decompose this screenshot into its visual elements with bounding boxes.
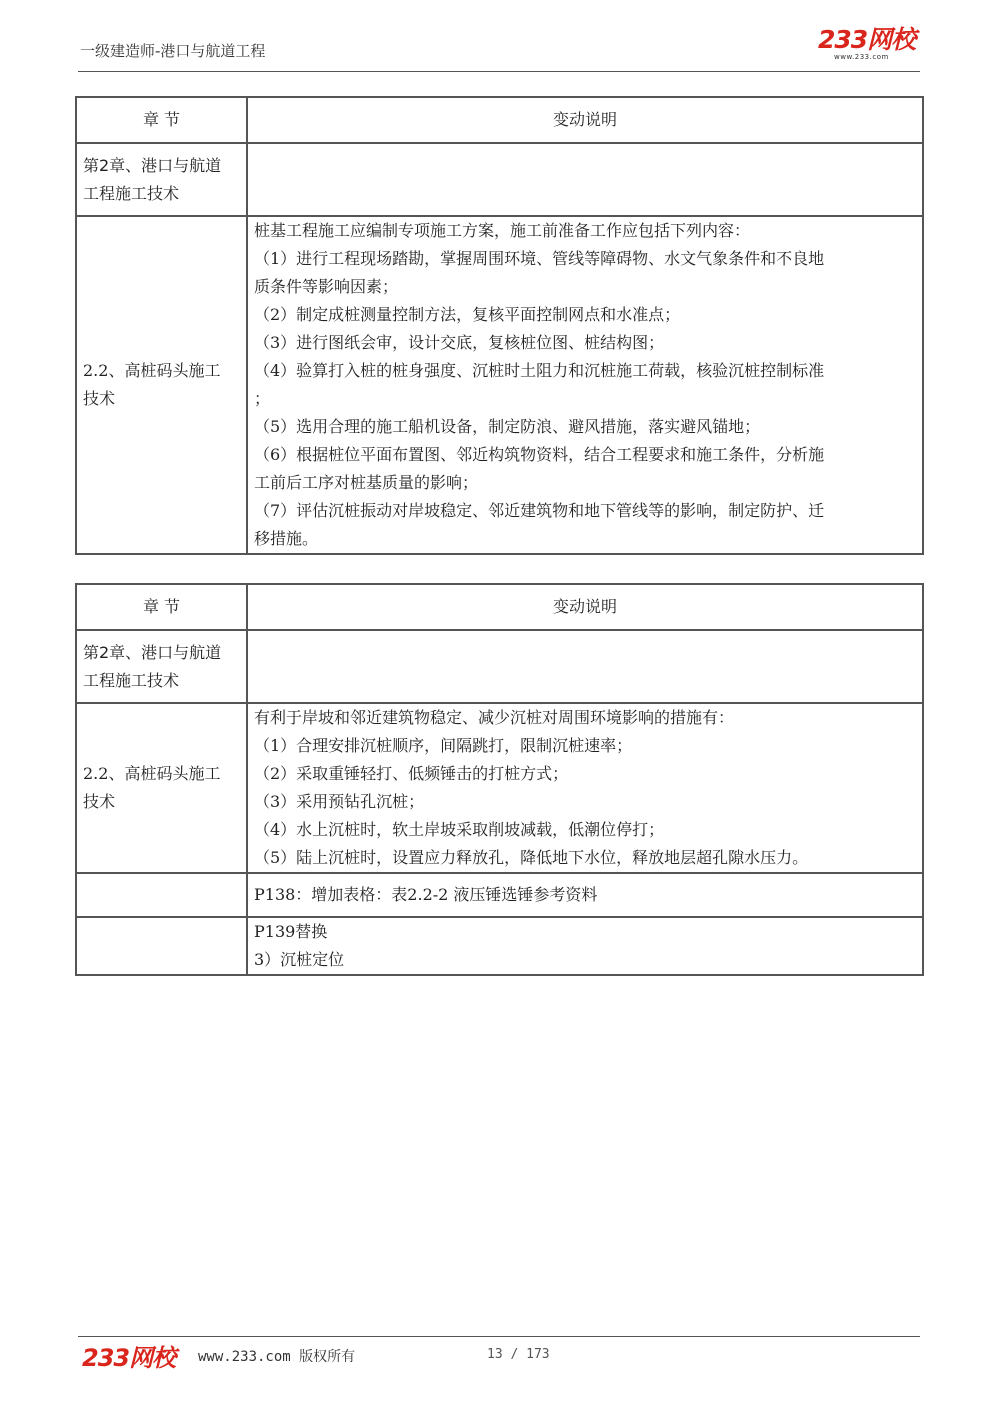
chapter-desc-cell — [247, 143, 923, 216]
page-number: 13 / 173 — [487, 1347, 550, 1362]
desc-line: P138：增加表格：表2.2-2 液压锤选锤参考资料 — [254, 885, 598, 904]
desc-line: 移措施。 — [254, 529, 319, 548]
desc-line: 有利于岸坡和邻近建筑物稳定、减少沉桩对周围环境影响的措施有： — [254, 708, 735, 727]
change-description-cell — [247, 703, 923, 873]
section-line: 2.2、高桩码头施工 — [83, 764, 221, 783]
chapter-row — [76, 630, 923, 703]
section-cell — [76, 703, 247, 873]
change-description-cell — [247, 216, 923, 554]
desc-line: （1）进行工程现场踏勘，掌握周围环境、管线等障碍物、水文气象条件和不良地 — [254, 249, 825, 268]
section-row — [76, 216, 923, 554]
desc-line: 桩基工程施工应编制专项施工方案，施工前准备工作应包括下列内容： — [254, 221, 751, 240]
chapter-row — [76, 143, 923, 216]
desc-line: 质条件等影响因素； — [254, 277, 399, 296]
footer-divider — [78, 1336, 920, 1337]
col-header-change: 变动说明 — [247, 97, 923, 143]
desc-line: （5）陆上沉桩时，设置应力释放孔，降低地下水位，释放地层超孔隙水压力。 — [254, 848, 809, 867]
chapter-desc-cell — [247, 630, 923, 703]
table-header-row — [76, 97, 923, 143]
chapter-line: 第2章、港口与航道 — [83, 642, 222, 662]
footer-copyright: www.233.com 版权所有 — [198, 1349, 356, 1365]
chapter-cell — [76, 630, 247, 703]
section-line: 2.2、高桩码头施工 — [83, 361, 221, 380]
desc-line: （4）验算打入桩的桩身强度、沉桩时土阻力和沉桩施工荷载，核验沉桩控制标准 — [254, 361, 825, 380]
desc-line: （3）采用预钻孔沉桩； — [254, 792, 425, 811]
desc-line: （7）评估沉桩振动对岸坡稳定、邻近建筑物和地下管线等的影响，制定防护、迁 — [254, 501, 825, 520]
extra-row — [76, 873, 923, 917]
desc-line: P139替换 — [254, 922, 328, 941]
chapter-line: 第2章、港口与航道 — [83, 155, 222, 175]
footer-logo: 233网校 — [82, 1344, 176, 1372]
header-divider — [78, 71, 920, 72]
col-header-chapter: 章 节 — [76, 584, 247, 630]
desc-line: 工前后工序对桩基质量的影响； — [254, 473, 479, 492]
logo-url: www.233.com — [834, 53, 889, 61]
empty-section-cell — [76, 873, 247, 917]
change-description-cell — [247, 917, 923, 975]
col-header-change: 变动说明 — [247, 584, 923, 630]
col-header-chapter: 章 节 — [76, 97, 247, 143]
desc-line: （4）水上沉桩时，软土岸坡采取削坡减载，低潮位停打； — [254, 820, 665, 839]
chapter-cell — [76, 143, 247, 216]
desc-line: （2）制定成桩测量控制方法，复核平面控制网点和水准点； — [254, 305, 681, 324]
header-title: 一级建造师-港口与航道工程 — [80, 42, 266, 60]
change-table-2 — [75, 583, 924, 976]
section-line: 技术 — [83, 389, 116, 408]
desc-line: （6）根据桩位平面布置图、邻近构筑物资料，结合工程要求和施工条件，分析施 — [254, 445, 825, 464]
section-cell — [76, 216, 247, 554]
brand-logo — [818, 26, 918, 62]
logo-text: 233网校 — [818, 25, 916, 54]
chapter-line: 工程施工技术 — [83, 183, 180, 203]
table-header-row — [76, 584, 923, 630]
chapter-line: 工程施工技术 — [83, 670, 180, 690]
desc-line: 3）沉桩定位 — [254, 950, 345, 969]
extra-row — [76, 917, 923, 975]
empty-section-cell — [76, 917, 247, 975]
desc-line: （3）进行图纸会审，设计交底，复核桩位图、桩结构图； — [254, 333, 665, 352]
desc-line: （5）选用合理的施工船机设备，制定防浪、避风措施，落实避风锚地； — [254, 417, 761, 436]
change-description-cell — [247, 873, 923, 917]
change-table-1 — [75, 96, 924, 555]
section-line: 技术 — [83, 792, 116, 811]
desc-line: ； — [254, 389, 271, 408]
desc-line: （2）采取重锤轻打、低频锤击的打桩方式； — [254, 764, 569, 783]
section-row — [76, 703, 923, 873]
desc-line: （1）合理安排沉桩顺序，间隔跳打，限制沉桩速率； — [254, 736, 633, 755]
